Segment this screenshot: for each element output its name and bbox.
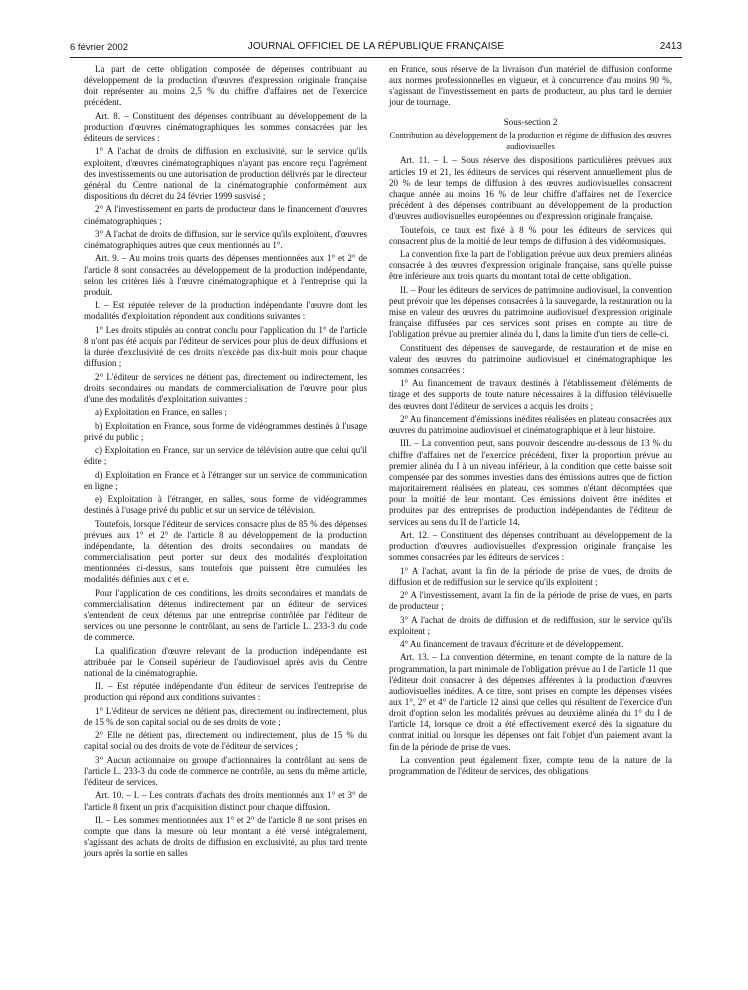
- paragraph: 2° Elle ne détient pas, directement ou indirectement, plus de 15 % du capital social ou des droits de vote de l'éditeur de services ;: [84, 730, 367, 752]
- list-item: c) Exploitation en France, sur un service de télévision autre que celui qu'il édite ;: [84, 445, 367, 467]
- issue-date: 6 février 2002: [70, 42, 129, 53]
- paragraph: 1° A l'achat de droits de diffusion en exclusivité, sur le service qu'ils exploitent, d'œuvres cinématographiques n'ayant pas encore reçu l'agrément des investissements ou une autorisation de production délivrés par le directeur général du Centre national de la cinématographie conformément aux dispositions du décret du 24 février 1999 susvisé ;: [84, 146, 367, 202]
- paragraph: Constituent des dépenses de sauvegarde, de restauration et de mise en valeur des œuvres du patrimoine audiovisuel et cinématographique les sommes consacrées :: [389, 342, 672, 375]
- paragraph: La qualification d'œuvre relevant de la production indépendante est attribuée par le Conseil supérieur de l'audiovisuel après avis du Centre national de la cinématographie.: [84, 645, 367, 678]
- paragraph: 3° A l'achat de droits de diffusion et de rediffusion, sur le service qu'ils exploitent ;: [389, 614, 672, 636]
- paragraph: 2° Au financement d'émissions inédites réalisées en plateau consacrées aux œuvres du patrimoine audiovisuel et cinématographique et à leur histoire.: [389, 413, 672, 436]
- paragraph: 1° L'éditeur de services ne détient pas, directement ou indirectement, plus de 15 % de son capital social ou de ses droits de vote ;: [84, 705, 367, 727]
- paragraph: 3° Aucun actionnaire ou groupe d'actionnaires la contrôlant au sens de l'article L. 233-3 du code de commerce ne contrôle, au sens du même article, l'éditeur de services.: [84, 754, 367, 788]
- paragraph: 1° Les droits stipulés au contrat conclu pour l'application du 1° de l'article 8 n'ont pas été acquis par l'éditeur de services pour plus de deux diffusions et la durée d'exclusivité de ces droits n'excède pas dix-huit mois pour chaque diffusion ;: [84, 324, 367, 369]
- paragraph: 3° A l'achat de droits de diffusion, sur le service qu'ils exploitent, d'œuvres cinématographiques autres que ceux mentionnés au 1°.: [84, 228, 367, 251]
- paragraph: 4° Au financement de travaux d'écriture et de développement.: [400, 639, 624, 650]
- paragraph: 2° L'éditeur de services ne détient pas, directement ou indirectement, les droits secondaires ou mandats de commercialisation de l'œuvre pour plus d'une des modalités d'exploitation suivantes :: [84, 371, 367, 404]
- paragraph: 1° A l'achat, avant la fin de la période de prise de vues, de droits de diffusion et de rediffusion sur le service qu'ils exploitent ;: [389, 565, 672, 587]
- list-item: d) Exploitation en France et à l'étranger sur un service de communication en ligne ;: [84, 469, 367, 491]
- paragraph: 2° A l'investissement en parts de producteur dans le financement d'œuvres cinématographiques ;: [84, 204, 367, 226]
- article-12: Art. 12. – Constituent des dépenses contribuant au développement de la production d'œuvres audiovisuelles d'expression originale française les sommes consacrées par les éditeurs de services :: [389, 529, 672, 563]
- paragraph: en France, sous réserve de la livraison d'un matériel de diffusion conforme aux normes professionnelles en vigueur, et à concurrence d'au moins 90 %, s'agissant de l'investissement en parts de producteur, au plus tard le dernier jour de tournage.: [389, 64, 672, 108]
- subsection-heading: Sous-section 2: [503, 116, 558, 127]
- article-8: Art. 8. – Constituent des dépenses contribuant au développement de la production d'œuvres cinématographiques les sommes consacrées par les éditeurs de services :: [84, 110, 367, 144]
- list-item: e) Exploitation à l'étranger, en salles, sous forme de vidéogrammes destinés à l'usage privé du public et sur un service de télévision.: [84, 494, 367, 516]
- paragraph: II. – Les sommes mentionnées aux 1° et 2° de l'article 8 ne sont prises en compte que dans la mesure où leur montant a été versé intégralement, s'agissant des achats de droits de diffusion en exclusivité, au plus tard trente jours après la sortie en salles: [84, 814, 367, 859]
- journal-title: JOURNAL OFFICIEL DE LA RÉPUBLIQUE FRANÇAISE: [247, 41, 505, 52]
- paragraph: La convention peut également fixer, compte tenu de la nature de la programmation de l'éditeur de services, des obligations: [389, 754, 672, 777]
- paragraph: Pour l'application de ces conditions, les droits secondaires et mandats de commercialisation détenus indirectement par un éditeur de services s'entendent de ceux détenus par une entreprise contrôlée par l'éditeur de services ou une personne le contrôlant, au sens de l'article L. 233-3 du code de commerce.: [84, 587, 367, 643]
- paragraph: La convention fixe la part de l'obligation prévue aux deux premiers alinéas consacrée à des œuvres d'expression originale française, sans qu'elle puisse être inférieure aux trois quarts du montant total de cette obligation.: [389, 249, 672, 282]
- page-header: [70, 40, 682, 56]
- paragraph: II. – Est réputée indépendante d'un éditeur de services l'entreprise de production qui répond aux conditions suivantes :: [84, 681, 367, 703]
- right-column: [389, 64, 672, 779]
- paragraph: I. – Est réputée relever de la production indépendante l'œuvre dont les modalités d'exploitation répondent aux conditions suivantes :: [84, 300, 367, 322]
- paragraph: 1° Au financement de travaux destinés à l'établissement d'éléments de tirage et des supports de toute nature nécessaires à la diffusion télévisuelle des œuvres dont l'éditeur de services a acquis les droits ;: [389, 378, 672, 411]
- paragraph: Toutefois, lorsque l'éditeur de services consacre plus de 85 % des dépenses prévues aux 1° et 2° de l'article 8 au développement de la production indépendante, la détention des droits secondaires ou mandats de commercialisation peut porter sur deux des modalités d'exploitation mentionnées ci-dessus, sans toutefois que puissent être cumulées les modalités définies aux c et e.: [84, 518, 367, 585]
- paragraph: La part de cette obligation composée de dépenses contribuant au développement de la production d'œuvres d'expression originale française doit représenter au moins 2,5 % du chiffre d'affaires net de l'exercice précédent.: [84, 64, 367, 108]
- article-9: Art. 9. – Au moins trois quarts des dépenses mentionnées aux 1° et 2° de l'article 8 sont consacrées au développement de la production indépendante, selon les critères liés à l'œuvre cinématographique et à l'entreprise qui la produit.: [84, 253, 367, 297]
- paragraph: II. – Pour les éditeurs de services de patrimoine audiovisuel, la convention peut prévoir que les dépenses consacrées à la sauvegarde, la restauration ou la mise en valeur des œuvres du patrimoine audiovisuel d'expression originale française diffusées par ces services sont prises en compte au titre de l'obligation prévue au premier alinéa du I, dans la limite d'un tiers de celle-ci.: [389, 284, 672, 340]
- article-13: Art. 13. – La convention détermine, en tenant compte de la nature de la programmation, la part minimale de l'obligation prévue au I de l'article 11 que l'éditeur doit consacrer à des dépenses afférentes à la production d'œuvres audiovisuelles inédites. A ce titre, sont prises en compte les dépenses visées aux 1°, 2° et 4° de l'article 12 ainsi que celles qui résultent de l'exercice d'un droit d'option selon les modalités prévues au deuxième alinéa du 1° du I de l'article 14, lorsque ce droit a été effectivement exercé dès la signature du contrat initial ou lorsque les dépenses ont fait l'objet d'un paiement avant la fin de la période de prise de vues.: [389, 652, 672, 752]
- article-10: Art. 10. – I. – Les contrats d'achats des droits mentionnés aux 1° et 3° de l'article 8 fixent un prix d'acquisition distinct pour chaque diffusion.: [84, 790, 367, 812]
- page-number: 2413: [659, 41, 682, 52]
- article-11: Art. 11. – I. – Sous réserve des dispositions particulières prévues aux articles 19 et 21, les éditeurs de services qui réservent annuellement plus de 20 % de leur temps de diffusion à des œuvres audiovisuelles consacrent chaque année au moins 16 % de leur chiffre d'affaires net de l'exercice précédent à des dépenses contribuant au développement de la production d'œuvres audiovisuelles européennes ou d'expression originale française.: [389, 155, 672, 222]
- paragraph: 2° A l'investissement, avant la fin de la période de prise de vues, en parts de producteur ;: [389, 590, 672, 612]
- left-column: [84, 64, 367, 862]
- subsection-title: Contribution au développement de la production et régime de diffusion des œuvres audiovisuelles: [389, 129, 672, 151]
- list-item: b) Exploitation en France, sous forme de vidéogrammes destinés à l'usage privé du public ;: [84, 420, 367, 442]
- header-rule: [70, 57, 682, 58]
- list-item: a) Exploitation en France, en salles ;: [95, 407, 227, 418]
- paragraph: III. – La convention peut, sans pouvoir descendre au-dessous de 13 % du chiffre d'affaires net de l'exercice précédent, fixer la proportion prévue au premier alinéa du I à un niveau inférieur, à la condition que cette baisse soit compensée par des sommes investies dans des émissions autres que de fiction majoritairement réalisées en plateau, ces sommes n'étant décomptées que pour la moitié de leur montant. Ces émissions doivent être inédites et produites par des entreprises de production indépendantes de l'éditeur de services au sens du II de l'article 14.: [389, 438, 672, 527]
- paragraph: Toutefois, ce taux est fixé à 8 % pour les éditeurs de services qui consacrent plus de la moitié de leur temps de diffusion à des vidéomusiques.: [389, 224, 672, 246]
